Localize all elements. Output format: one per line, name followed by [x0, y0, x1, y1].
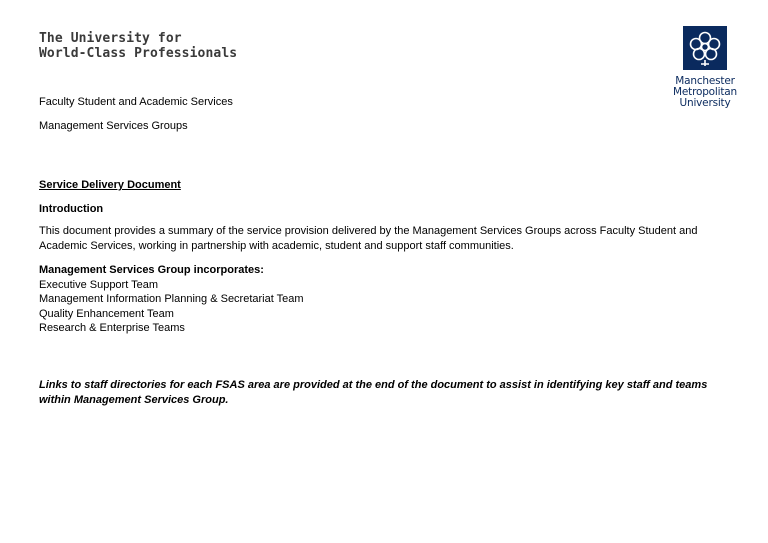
logo-line-2: Metropolitan [673, 86, 737, 98]
tagline-line-1: The University for [39, 31, 182, 46]
team-list-item: Quality Enhancement Team [39, 307, 174, 320]
staff-directory-note: Links to staff directories for each FSAS area are provided at the end of the document to assist in identifying key staff and teams within Management Services Group. [39, 379, 708, 406]
university-tagline [39, 31, 237, 61]
logo-line-3: University [679, 97, 731, 109]
document-title: Service Delivery Document [39, 179, 181, 191]
tagline-line-2: World-Class Professionals [39, 46, 238, 61]
logo-line-1: Manchester [675, 75, 735, 87]
incorporates-heading: Management Services Group incorporates: [39, 264, 264, 276]
university-logo [668, 26, 742, 114]
department-name: Faculty Student and Academic Services [39, 96, 233, 108]
group-name: Management Services Groups [39, 120, 188, 132]
introduction-heading: Introduction [39, 203, 104, 215]
team-list-item: Management Information Planning & Secretariat Team [39, 293, 304, 305]
team-list-item: Executive Support Team [39, 278, 159, 291]
team-list-item: Research & Enterprise Teams [39, 322, 185, 334]
rose-emblem-icon [683, 26, 727, 70]
teams-section [39, 263, 304, 336]
logo-wordmark [668, 76, 742, 109]
introduction-paragraph: This document provides a summary of the service provision delivered by the Management Services Groups across Faculty Student and Academic Services, working in partnership with academic, student and support staff communities. [39, 225, 698, 252]
